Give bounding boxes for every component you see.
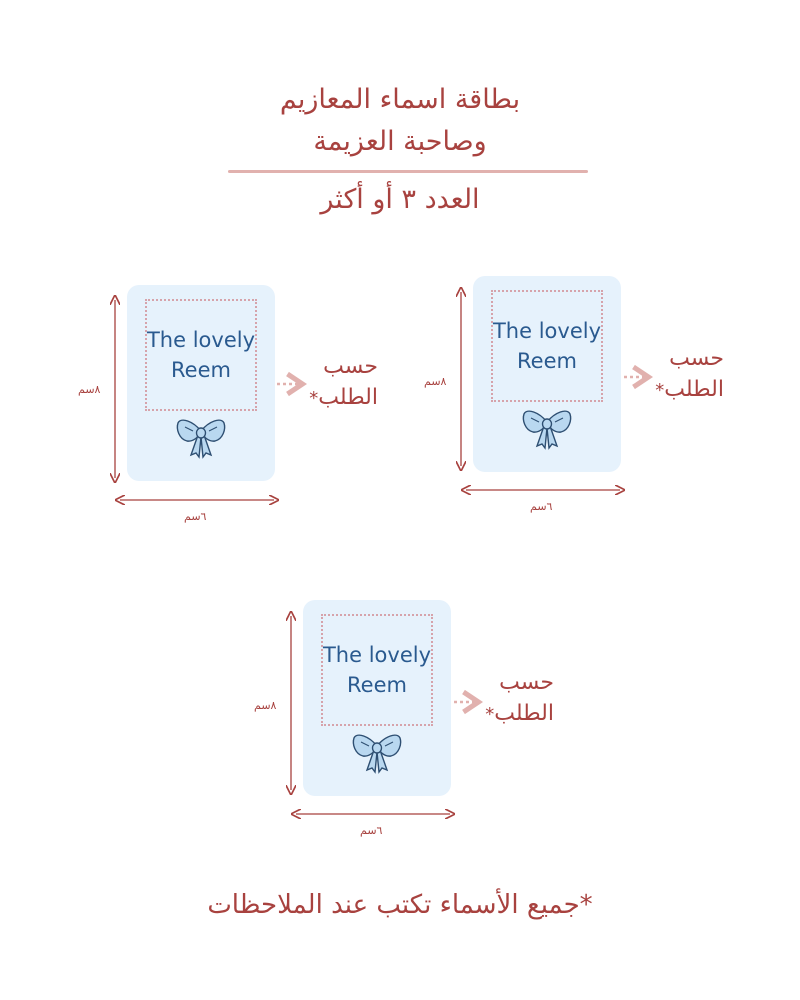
card-2-height-label: ٨سم <box>424 375 447 388</box>
note-star: * <box>309 387 319 409</box>
card-1-width-label: ٦سم <box>184 510 207 523</box>
card-2-note <box>614 344 724 406</box>
card-2-width-label: ٦سم <box>530 500 553 513</box>
name-line-1: The lovely <box>322 642 432 667</box>
name-card-3 <box>303 600 451 796</box>
name-line-1: The lovely <box>492 318 602 343</box>
count-line: العدد ٣ أو أكثر <box>320 184 480 215</box>
title-divider <box>228 170 588 173</box>
card-3-note <box>444 668 554 730</box>
name-box <box>491 290 603 402</box>
name-box <box>321 614 433 726</box>
note-line-1: حسب <box>323 354 378 379</box>
name-card-2 <box>473 276 621 472</box>
title-line-1: بطاقة اسماء المعازيم <box>279 84 521 115</box>
card-1-note <box>268 352 378 414</box>
name-line-2: Reem <box>347 673 407 697</box>
note-star: * <box>655 379 665 401</box>
name-line-1: The lovely <box>146 327 256 352</box>
card-3-height-label: ٨سم <box>254 699 277 712</box>
bow-icon <box>175 413 227 459</box>
note-line-2: الطلب <box>664 376 724 402</box>
footer-note: *جميع الأسماء تكتب عند الملاحظات <box>207 890 593 920</box>
card-1-height-label: ٨سم <box>78 383 101 396</box>
note-line-1: حسب <box>499 670 554 695</box>
note-line-2: الطلب <box>318 384 378 410</box>
bow-icon <box>351 728 403 774</box>
name-box <box>145 299 257 411</box>
title-line-2: وصاحبة العزيمة <box>313 126 487 157</box>
bow-icon <box>521 404 573 450</box>
card-3-width-label: ٦سم <box>360 824 383 837</box>
note-star: * <box>485 703 495 725</box>
name-card-1 <box>127 285 275 481</box>
note-line-2: الطلب <box>494 700 554 726</box>
name-line-2: Reem <box>171 358 231 382</box>
name-line-2: Reem <box>517 349 577 373</box>
note-line-1: حسب <box>669 346 724 371</box>
